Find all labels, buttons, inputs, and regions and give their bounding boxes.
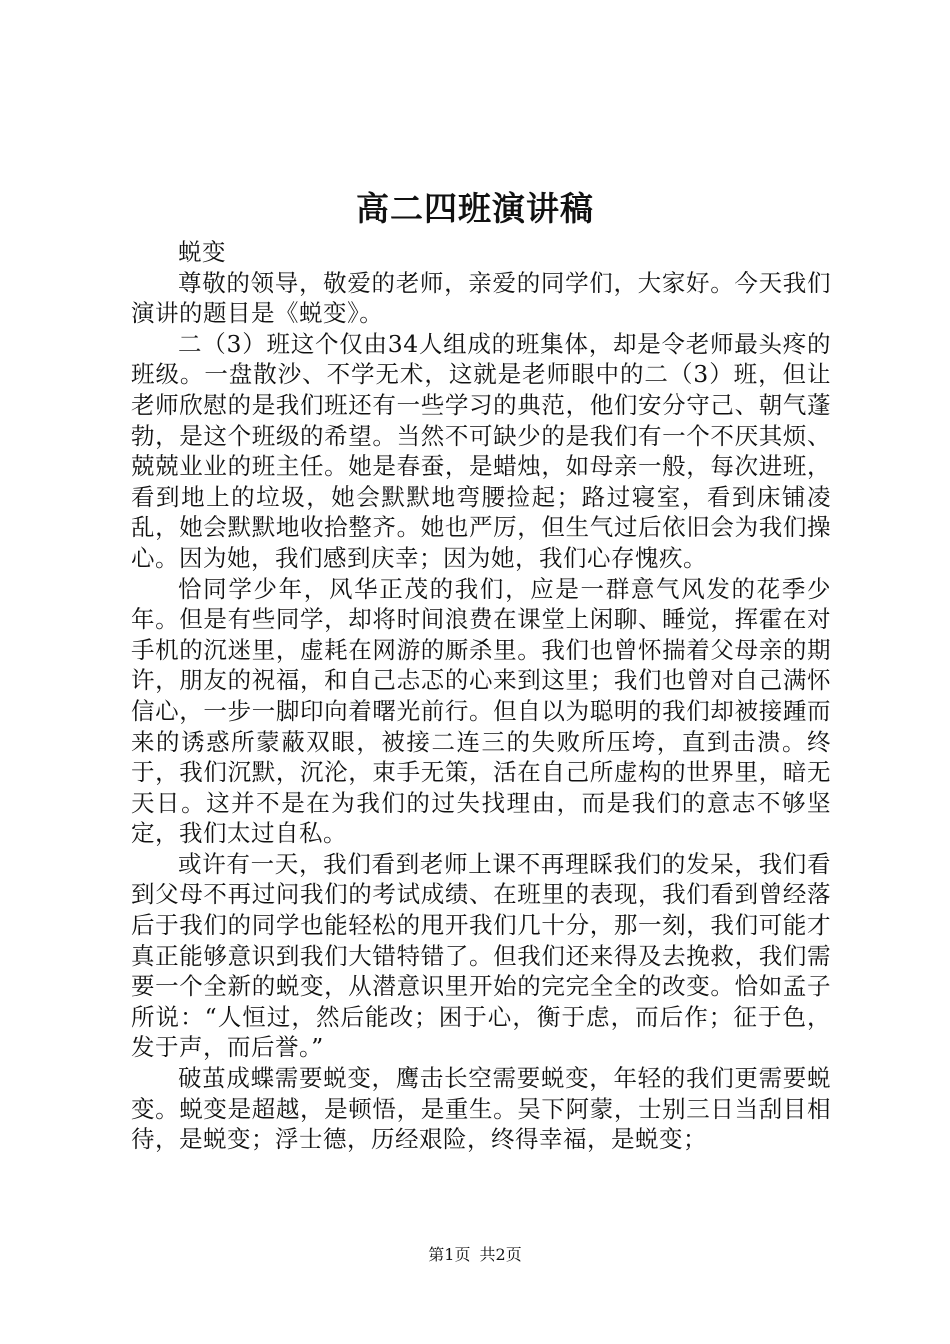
page-number: 第1页 [428, 1245, 471, 1264]
document-body [131, 237, 831, 1155]
paragraph-subtitle: 蜕变 [178, 238, 226, 266]
paragraph: 恰同学少年，风华正茂的我们，应是一群意气风发的花季少年。但是有些同学，却将时间浪费在课堂上闲聊、睡觉，挥霍在对手机的沉迷里，虚耗在网游的厮杀里。我们也曾怀揣着父母亲的期许，朋友的祝福，和自己忐忑的心来到这里；我们也曾对自己满怀信心，一步一脚印向着曙光前行。但自以为聪明的我们却被接踵而来的诱惑所蒙蔽双眼，被接二连三的失败所压垮，直到击溃。终于，我们沉默，沉沦，束手无策，活在自己所虚构的世界里，暗无天日。这并不是在为我们的过失找理由，而是我们的意志不够坚定，我们太过自私。 [131, 574, 831, 848]
paragraph: 或许有一天，我们看到老师上课不再理睬我们的发呆，我们看到父母不再过问我们的考试成绩、在班里的表现，我们看到曾经落后于我们的同学也能轻松的甩开我们几十分，那一刻，我们可能才真正能够意识到我们大错特错了。但我们还来得及去挽救，我们需要一个全新的蜕变，从潜意识里开始的完完全全的改变。恰如孟子所说：“人恒过，然后能改；困于心，衡于虑，而后作；征于色，发于声，而后誉。” [131, 849, 831, 1062]
page-footer [0, 1244, 950, 1266]
paragraph: 破茧成蝶需要蜕变，鹰击长空需要蜕变，年轻的我们更需要蜕变。蜕变是超越，是顿悟，是重生。吴下阿蒙，士别三日当刮目相待，是蜕变；浮士德，历经艰险，终得幸福，是蜕变； [131, 1064, 831, 1154]
document-title: 高二四班演讲稿 [356, 189, 594, 228]
paragraph: 尊敬的领导，敬爱的老师，亲爱的同学们，大家好。今天我们演讲的题目是《蜕变》。 [131, 268, 831, 328]
paragraph: 二（3）班这个仅由34人组成的班集体，却是令老师最头疼的班级。一盘散沙、不学无术，这就是老师眼中的二（3）班，但让老师欣慰的是我们班还有一些学习的典范，他们安分守己、朝气蓬勃，是这个班级的希望。当然不可缺少的是我们有一个不厌其烦、兢兢业业的班主任。她是春蚕，是蜡烛，如母亲一般，每次进班，看到地上的垃圾，她会默默地弯腰捡起；路过寝室，看到床铺凌乱，她会默默地收拾整齐。她也严厉，但生气过后依旧会为我们操心。因为她，我们感到庆幸；因为她，我们心存愧疚。 [131, 329, 831, 572]
page-total: 共2页 [479, 1245, 522, 1264]
